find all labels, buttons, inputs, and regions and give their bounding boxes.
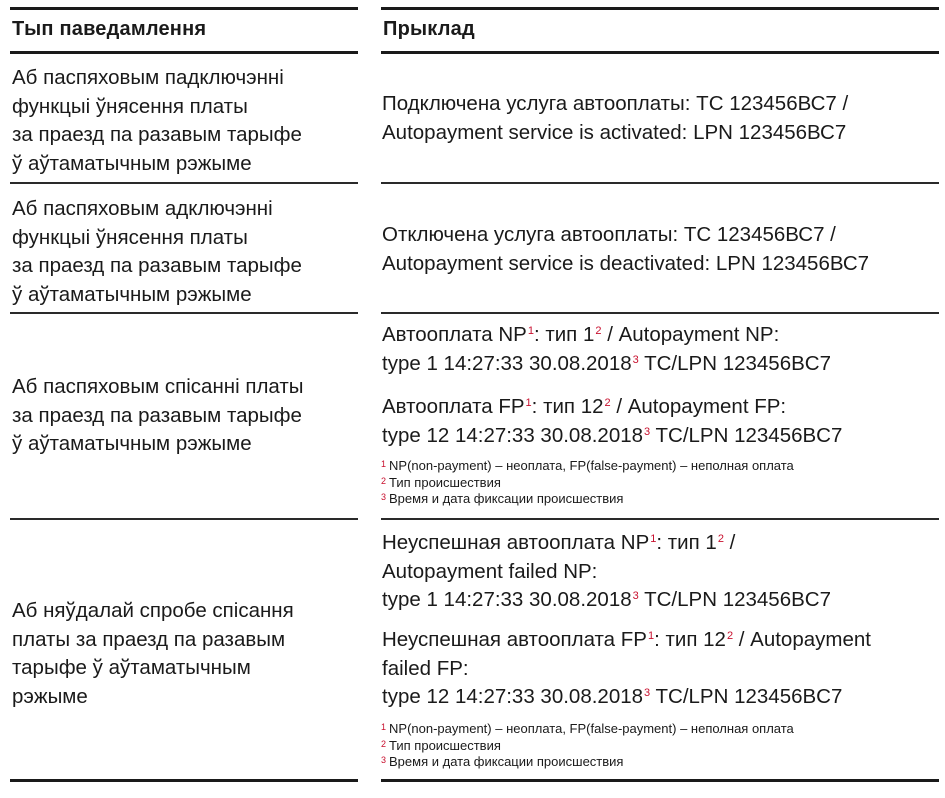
type-cell-2: Аб паспяховым адключэнні функцыі ўнясення платы за праезд па разавым тарыфе ў аўтаматычным рэжыме (12, 197, 302, 306)
example-cell-2: Отключена услуга автооплаты: ТС 123456ВС7 / Autopayment service is deactivated: LPN 123456ВС7 (382, 223, 870, 275)
footnote-marker: 3 (632, 353, 639, 366)
example-cell-3a: Автооплата $NP^1$: тип $1^2$ / Autopayment NP: type 1 14:27:33 30.08.2018$^3$ TC/LPN 123456BC7 (382, 323, 831, 375)
footnotes-3: $^1$ NP(non-payment) – неоплата, FP(false-payment) – неполная оплата $^2$ Тип происшествия $^3$ Время и дата фиксации происшествия (381, 458, 794, 506)
header-rule (381, 51, 939, 54)
row-divider (10, 312, 358, 314)
footnotes-4: $^1$ NP(non-payment) – неоплата, FP(false-payment) – неполная оплата $^2$ Тип происшествия $^3$ Время и дата фиксации происшествия (381, 721, 794, 769)
top-rule (10, 7, 358, 10)
footnote-marker: 3 (632, 590, 639, 602)
type-cell-1: Аб паспяховым падключэнні функцыі ўнясення платы за праезд па разавым тарыфе ў аўтаматычным рэжыме (12, 66, 302, 175)
type-cell-3: Аб паспяховым спісанні платы за праезд па разавым тарыфе ў аўтаматычным рэжыме (12, 375, 304, 455)
top-rule (381, 7, 939, 10)
footnote-marker: 1 (525, 397, 532, 409)
footnote-marker: 2 (604, 397, 611, 409)
bottom-rule (381, 779, 939, 782)
row-divider (10, 182, 358, 184)
footnote-marker: 3 (644, 425, 651, 438)
example-cell-3b: Автооплата $FP^1$: тип $12^2$ / Autopayment FP: type 12 14:27:33 30.08.2018$^3$ TC/LPN 123456BC7 (382, 395, 843, 447)
row-divider (381, 518, 939, 520)
footnote-marker: 3 (644, 687, 651, 699)
type-cell-4: Аб няўдалай спробе спісання платы за праезд па разавым тарыфе ў аўтаматычным рэжыме (12, 599, 294, 708)
header-rule (10, 51, 358, 54)
bottom-rule (10, 779, 358, 782)
row-divider (381, 182, 939, 184)
example-cell-4a: Неуспешная автооплата $NP^1$: тип $1^2$ / Autopayment failed NP: type 1 14:27:33 30.08.2018$^3$ TC/LPN 123456BC7 (382, 531, 831, 611)
header-example: Прыклад (383, 18, 475, 40)
example-cell-4b: Неуспешная автооплата $FP^1$: тип $12^2$ / Autopayment failed FP: type 12 14:27:33 30.08.2018$^3$ TC/LPN 123456BC7 (382, 628, 871, 708)
footnote-marker: 2 (726, 630, 734, 642)
footnote-marker: 2 (717, 533, 724, 545)
footnote-marker: 1 (650, 533, 657, 545)
footnote-marker: 1 (647, 630, 655, 642)
header-message-type: Тып паведамлення (12, 18, 207, 40)
footnote-marker: 1 (527, 325, 534, 337)
row-divider (10, 518, 358, 520)
example-cell-1: Подключена услуга автооплаты: ТС 123456ВС7 / Autopayment service is activated: LPN 123456ВС7 (382, 92, 849, 144)
row-divider (381, 312, 939, 314)
footnote-marker: 2 (595, 325, 602, 337)
